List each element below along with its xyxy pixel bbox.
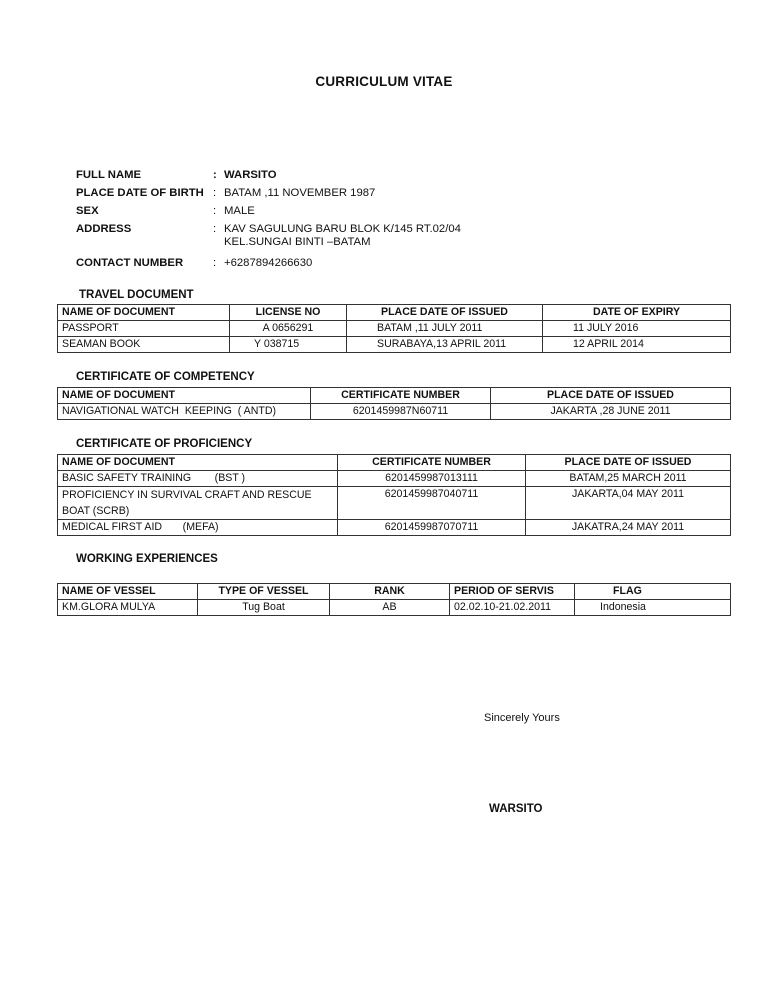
colon: :	[213, 205, 217, 217]
header-cell: NAME OF DOCUMENT	[58, 455, 338, 471]
colon: :	[213, 257, 217, 269]
table-cell: PROFICIENCY IN SURVIVAL CRAFT AND RESCUE BOAT (SCRB)	[58, 487, 338, 520]
table-cell: Indonesia	[575, 600, 731, 616]
full-name-value: WARSITO	[224, 169, 277, 181]
competency-title: CERTIFICATE OF COMPETENCY	[76, 371, 255, 383]
table-header-row	[58, 455, 731, 471]
table-cell: Tug Boat	[198, 600, 330, 616]
table-row	[58, 321, 731, 337]
table-cell: BASIC SAFETY TRAINING (BST )	[58, 471, 338, 487]
table-cell: 02.02.10-21.02.2011	[450, 600, 575, 616]
contact-value: +6287894266630	[224, 257, 313, 269]
header-cell: DATE OF EXPIRY	[543, 305, 731, 321]
proficiency-title: CERTIFICATE OF PROFICIENCY	[76, 438, 253, 450]
travel-document-title: TRAVEL DOCUMENT	[79, 289, 194, 301]
header-cell: CERTIFICATE NUMBER	[311, 388, 491, 404]
document-title: CURRICULUM VITAE	[315, 74, 453, 89]
table-cell: SURABAYA,13 APRIL 2011	[347, 337, 543, 353]
contact-label: CONTACT NUMBER	[76, 257, 184, 269]
table-cell: 6201459987013111	[338, 471, 526, 487]
address-label: ADDRESS	[76, 223, 132, 235]
header-cell: LICENSE NO	[230, 305, 347, 321]
address-value	[224, 223, 461, 248]
experience-title: WORKING EXPERIENCES	[76, 553, 218, 565]
table-header-row	[58, 388, 731, 404]
table-cell: BATAM ,11 JULY 2011	[347, 321, 543, 337]
colon: :	[213, 187, 217, 199]
table-row	[58, 487, 731, 520]
table-cell: 11 JULY 2016	[543, 321, 731, 337]
table-cell: JAKATRA,24 MAY 2011	[526, 520, 731, 536]
table-cell: AB	[330, 600, 450, 616]
birth-value: BATAM ,11 NOVEMBER 1987	[224, 187, 376, 199]
table-cell: KM.GLORA MULYA	[58, 600, 198, 616]
proficiency-table	[57, 454, 731, 536]
header-cell: PLACE DATE OF ISSUED	[347, 305, 543, 321]
table-cell: JAKARTA,04 MAY 2011	[526, 487, 731, 520]
header-cell: CERTIFICATE NUMBER	[338, 455, 526, 471]
table-cell: 6201459987040711	[338, 487, 526, 520]
header-cell: PLACE DATE OF ISSUED	[491, 388, 731, 404]
table-cell: MEDICAL FIRST AID (MEFA)	[58, 520, 338, 536]
table-row	[58, 600, 731, 616]
table-cell: PASSPORT	[58, 321, 230, 337]
header-cell: FLAG	[575, 584, 731, 600]
sex-value: MALE	[224, 205, 255, 217]
address-line-2: KEL.SUNGAI BINTI –BATAM	[224, 236, 371, 248]
competency-table	[57, 387, 731, 420]
table-cell: A 0656291	[230, 321, 347, 337]
table-row	[58, 404, 731, 420]
header-cell: RANK	[330, 584, 450, 600]
table-cell: 12 APRIL 2014	[543, 337, 731, 353]
header-cell: PERIOD OF SERVIS	[450, 584, 575, 600]
address-line-1: KAV SAGULUNG BARU BLOK K/145 RT.02/04	[224, 223, 461, 235]
table-cell: 6201459987070711	[338, 520, 526, 536]
table-row	[58, 520, 731, 536]
table-header-row	[58, 584, 731, 600]
travel-document-table	[57, 304, 731, 353]
header-cell: NAME OF DOCUMENT	[58, 305, 230, 321]
header-cell: NAME OF DOCUMENT	[58, 388, 311, 404]
signer-name: WARSITO	[489, 803, 543, 815]
colon: :	[213, 169, 217, 181]
header-cell: PLACE DATE OF ISSUED	[526, 455, 731, 471]
full-name-label: FULL NAME	[76, 169, 142, 181]
table-cell: 6201459987N60711	[311, 404, 491, 420]
sex-label: SEX	[76, 205, 99, 217]
table-cell: NAVIGATIONAL WATCH KEEPING ( ANTD)	[58, 404, 311, 420]
table-row	[58, 471, 731, 487]
table-row	[58, 337, 731, 353]
table-cell: JAKARTA ,28 JUNE 2011	[491, 404, 731, 420]
closing-text: Sincerely Yours	[484, 712, 560, 724]
colon: :	[213, 223, 217, 235]
table-cell: BATAM,25 MARCH 2011	[526, 471, 731, 487]
table-header-row	[58, 305, 731, 321]
experience-table	[57, 583, 731, 616]
birth-label: PLACE DATE OF BIRTH	[76, 187, 204, 199]
header-cell: TYPE OF VESSEL	[198, 584, 330, 600]
table-cell: SEAMAN BOOK	[58, 337, 230, 353]
table-cell: Y 038715	[230, 337, 347, 353]
header-cell: NAME OF VESSEL	[58, 584, 198, 600]
